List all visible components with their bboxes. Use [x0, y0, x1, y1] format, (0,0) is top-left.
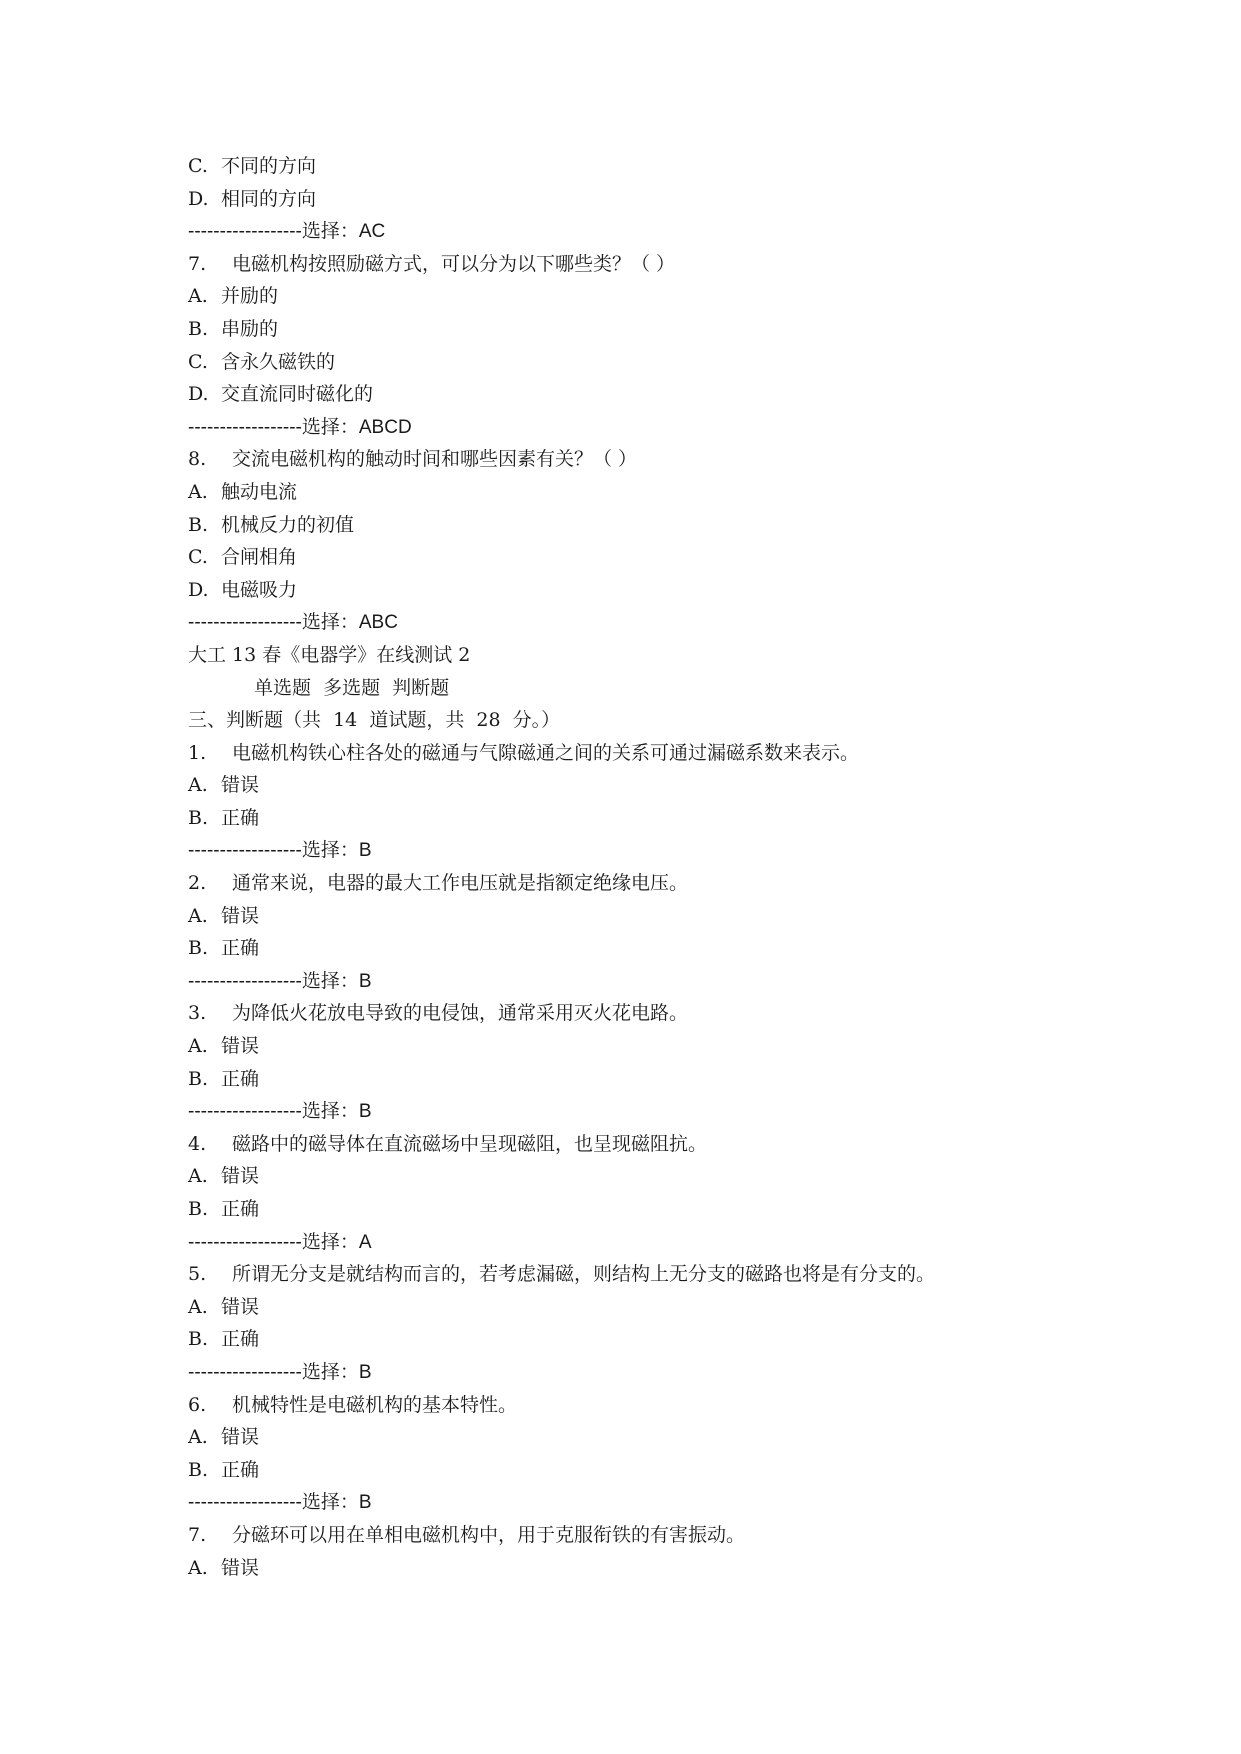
option-letter: B. [188, 1198, 209, 1220]
option-text: 触动电流 [221, 480, 298, 503]
option-line [188, 574, 1088, 607]
question-line [188, 1389, 1088, 1422]
question-text: 所谓无分支是就结构而言的，若考虑漏磁，则结构上无分支的磁路也将是有分支的。 [232, 1263, 936, 1286]
option-letter: A. [188, 480, 208, 503]
option-line [188, 932, 1088, 965]
question-line [188, 737, 1088, 770]
option-letter: D. [188, 187, 209, 210]
question-line [188, 867, 1088, 900]
question-line [188, 248, 1088, 281]
question-text: 为降低火花放电导致的电侵蚀，通常采用灭火花电路。 [232, 1002, 689, 1025]
option-text: 正确 [221, 1198, 260, 1220]
answer-text: ------------------选择：B [188, 970, 372, 992]
question-number: 1. [188, 741, 207, 764]
test-title: 大工 13 春《电器学》在线测试 2 [188, 643, 471, 666]
option-text: 错误 [221, 1035, 260, 1058]
option-letter: C. [188, 350, 208, 373]
option-letter: B. [188, 317, 209, 340]
option-line [188, 1454, 1088, 1487]
answer-text: ------------------选择：ABC [188, 612, 398, 634]
option-text: 不同的方向 [221, 155, 317, 177]
question-number: 4. [188, 1132, 207, 1155]
question-number: 3. [188, 1002, 207, 1025]
option-line [188, 802, 1088, 835]
answer-line [188, 1356, 1088, 1389]
option-letter: B. [188, 513, 209, 536]
option-letter: A. [188, 774, 208, 797]
question-line [188, 1258, 1088, 1291]
option-line [188, 1030, 1088, 1063]
question-text: 机械特性是电磁机构的基本特性。 [232, 1393, 518, 1416]
answer-text: ------------------选择：B [188, 1361, 372, 1383]
option-letter: A. [188, 904, 208, 927]
option-text: 机械反力的初值 [221, 513, 355, 536]
option-text: 合闸相角 [221, 546, 298, 569]
option-line [188, 1291, 1088, 1324]
option-line [188, 1421, 1088, 1454]
question-text: 交流电磁机构的触动时间和哪些因素有关？（ ） [232, 448, 638, 471]
question-text: 电磁机构铁心柱各处的磁通与气隙磁通之间的关系可通过漏磁系数来表示。 [232, 741, 860, 764]
option-line [188, 1552, 1088, 1585]
option-line [188, 1160, 1088, 1193]
option-line [188, 313, 1088, 346]
question-number: 2. [188, 872, 207, 895]
section-tabs: 单选题 多选题 判断题 [254, 676, 450, 699]
option-text: 错误 [221, 774, 260, 797]
option-text: 正确 [221, 806, 260, 829]
section-heading: 三、判断题（共 14 道试题，共 28 分。） [188, 709, 561, 732]
option-text: 错误 [221, 1426, 260, 1449]
option-line [188, 346, 1088, 379]
answer-text: ------------------选择：ABCD [188, 416, 412, 438]
option-text: 串励的 [221, 317, 279, 340]
question-number: 5. [188, 1263, 207, 1286]
question-line [188, 443, 1088, 476]
option-line [188, 1323, 1088, 1356]
question-line [188, 1128, 1088, 1161]
option-line [188, 509, 1088, 542]
option-text: 并励的 [221, 285, 279, 308]
option-text: 错误 [221, 1165, 260, 1188]
question-number: 7. [188, 1523, 207, 1546]
option-text: 错误 [221, 1295, 260, 1318]
option-line [188, 900, 1088, 933]
answer-text: ------------------选择：A [188, 1231, 372, 1253]
option-letter: B. [188, 937, 209, 960]
option-line [188, 541, 1088, 574]
option-text: 正确 [221, 937, 260, 960]
answer-line [188, 834, 1088, 867]
option-line [188, 183, 1088, 216]
option-letter: A. [188, 1295, 208, 1318]
option-letter: B. [188, 1458, 209, 1481]
answer-line [188, 215, 1088, 248]
answer-line [188, 1486, 1088, 1519]
option-letter: B. [188, 806, 209, 829]
option-line [188, 150, 1088, 183]
option-text: 错误 [221, 904, 260, 927]
answer-line [188, 965, 1088, 998]
option-letter: C. [188, 155, 208, 177]
document-body [188, 150, 1088, 1584]
question-number: 6. [188, 1393, 207, 1416]
option-text: 电磁吸力 [221, 578, 298, 601]
question-line [188, 1519, 1088, 1552]
option-line [188, 280, 1088, 313]
question-number: 7. [188, 252, 207, 275]
option-line [188, 1063, 1088, 1096]
answer-text: ------------------选择：AC [188, 221, 386, 243]
option-line [188, 1193, 1088, 1226]
option-line [188, 769, 1088, 802]
option-letter: A. [188, 1426, 208, 1449]
option-text: 含永久磁铁的 [221, 350, 336, 373]
question-text: 磁路中的磁导体在直流磁场中呈现磁阻，也呈现磁阻抗。 [232, 1132, 708, 1155]
option-letter: A. [188, 1556, 208, 1579]
answer-text: ------------------选择：B [188, 1101, 372, 1123]
question-text: 电磁机构按照励磁方式，可以分为以下哪些类？（ ） [232, 252, 676, 275]
option-text: 相同的方向 [221, 187, 317, 210]
answer-line [188, 606, 1088, 639]
option-text: 交直流同时磁化的 [221, 383, 374, 406]
option-text: 正确 [221, 1458, 260, 1481]
question-text: 通常来说，电器的最大工作电压就是指额定绝缘电压。 [232, 872, 689, 895]
option-letter: B. [188, 1328, 209, 1351]
option-letter: A. [188, 285, 208, 308]
answer-line [188, 1095, 1088, 1128]
option-letter: B. [188, 1067, 209, 1090]
question-line [188, 997, 1088, 1030]
option-line [188, 378, 1088, 411]
answer-line [188, 1226, 1088, 1259]
option-letter: C. [188, 546, 208, 569]
option-text: 正确 [221, 1328, 260, 1351]
option-letter: A. [188, 1165, 208, 1188]
question-text: 分磁环可以用在单相电磁机构中，用于克服衔铁的有害振动。 [232, 1523, 746, 1546]
answer-text: ------------------选择：B [188, 840, 372, 862]
option-line [188, 476, 1088, 509]
option-text: 错误 [221, 1556, 260, 1579]
answer-text: ------------------选择：B [188, 1492, 372, 1514]
option-letter: D. [188, 383, 209, 406]
question-number: 8. [188, 448, 207, 471]
option-letter: A. [188, 1035, 208, 1058]
answer-line [188, 411, 1088, 444]
option-letter: D. [188, 578, 209, 601]
option-text: 正确 [221, 1067, 260, 1090]
